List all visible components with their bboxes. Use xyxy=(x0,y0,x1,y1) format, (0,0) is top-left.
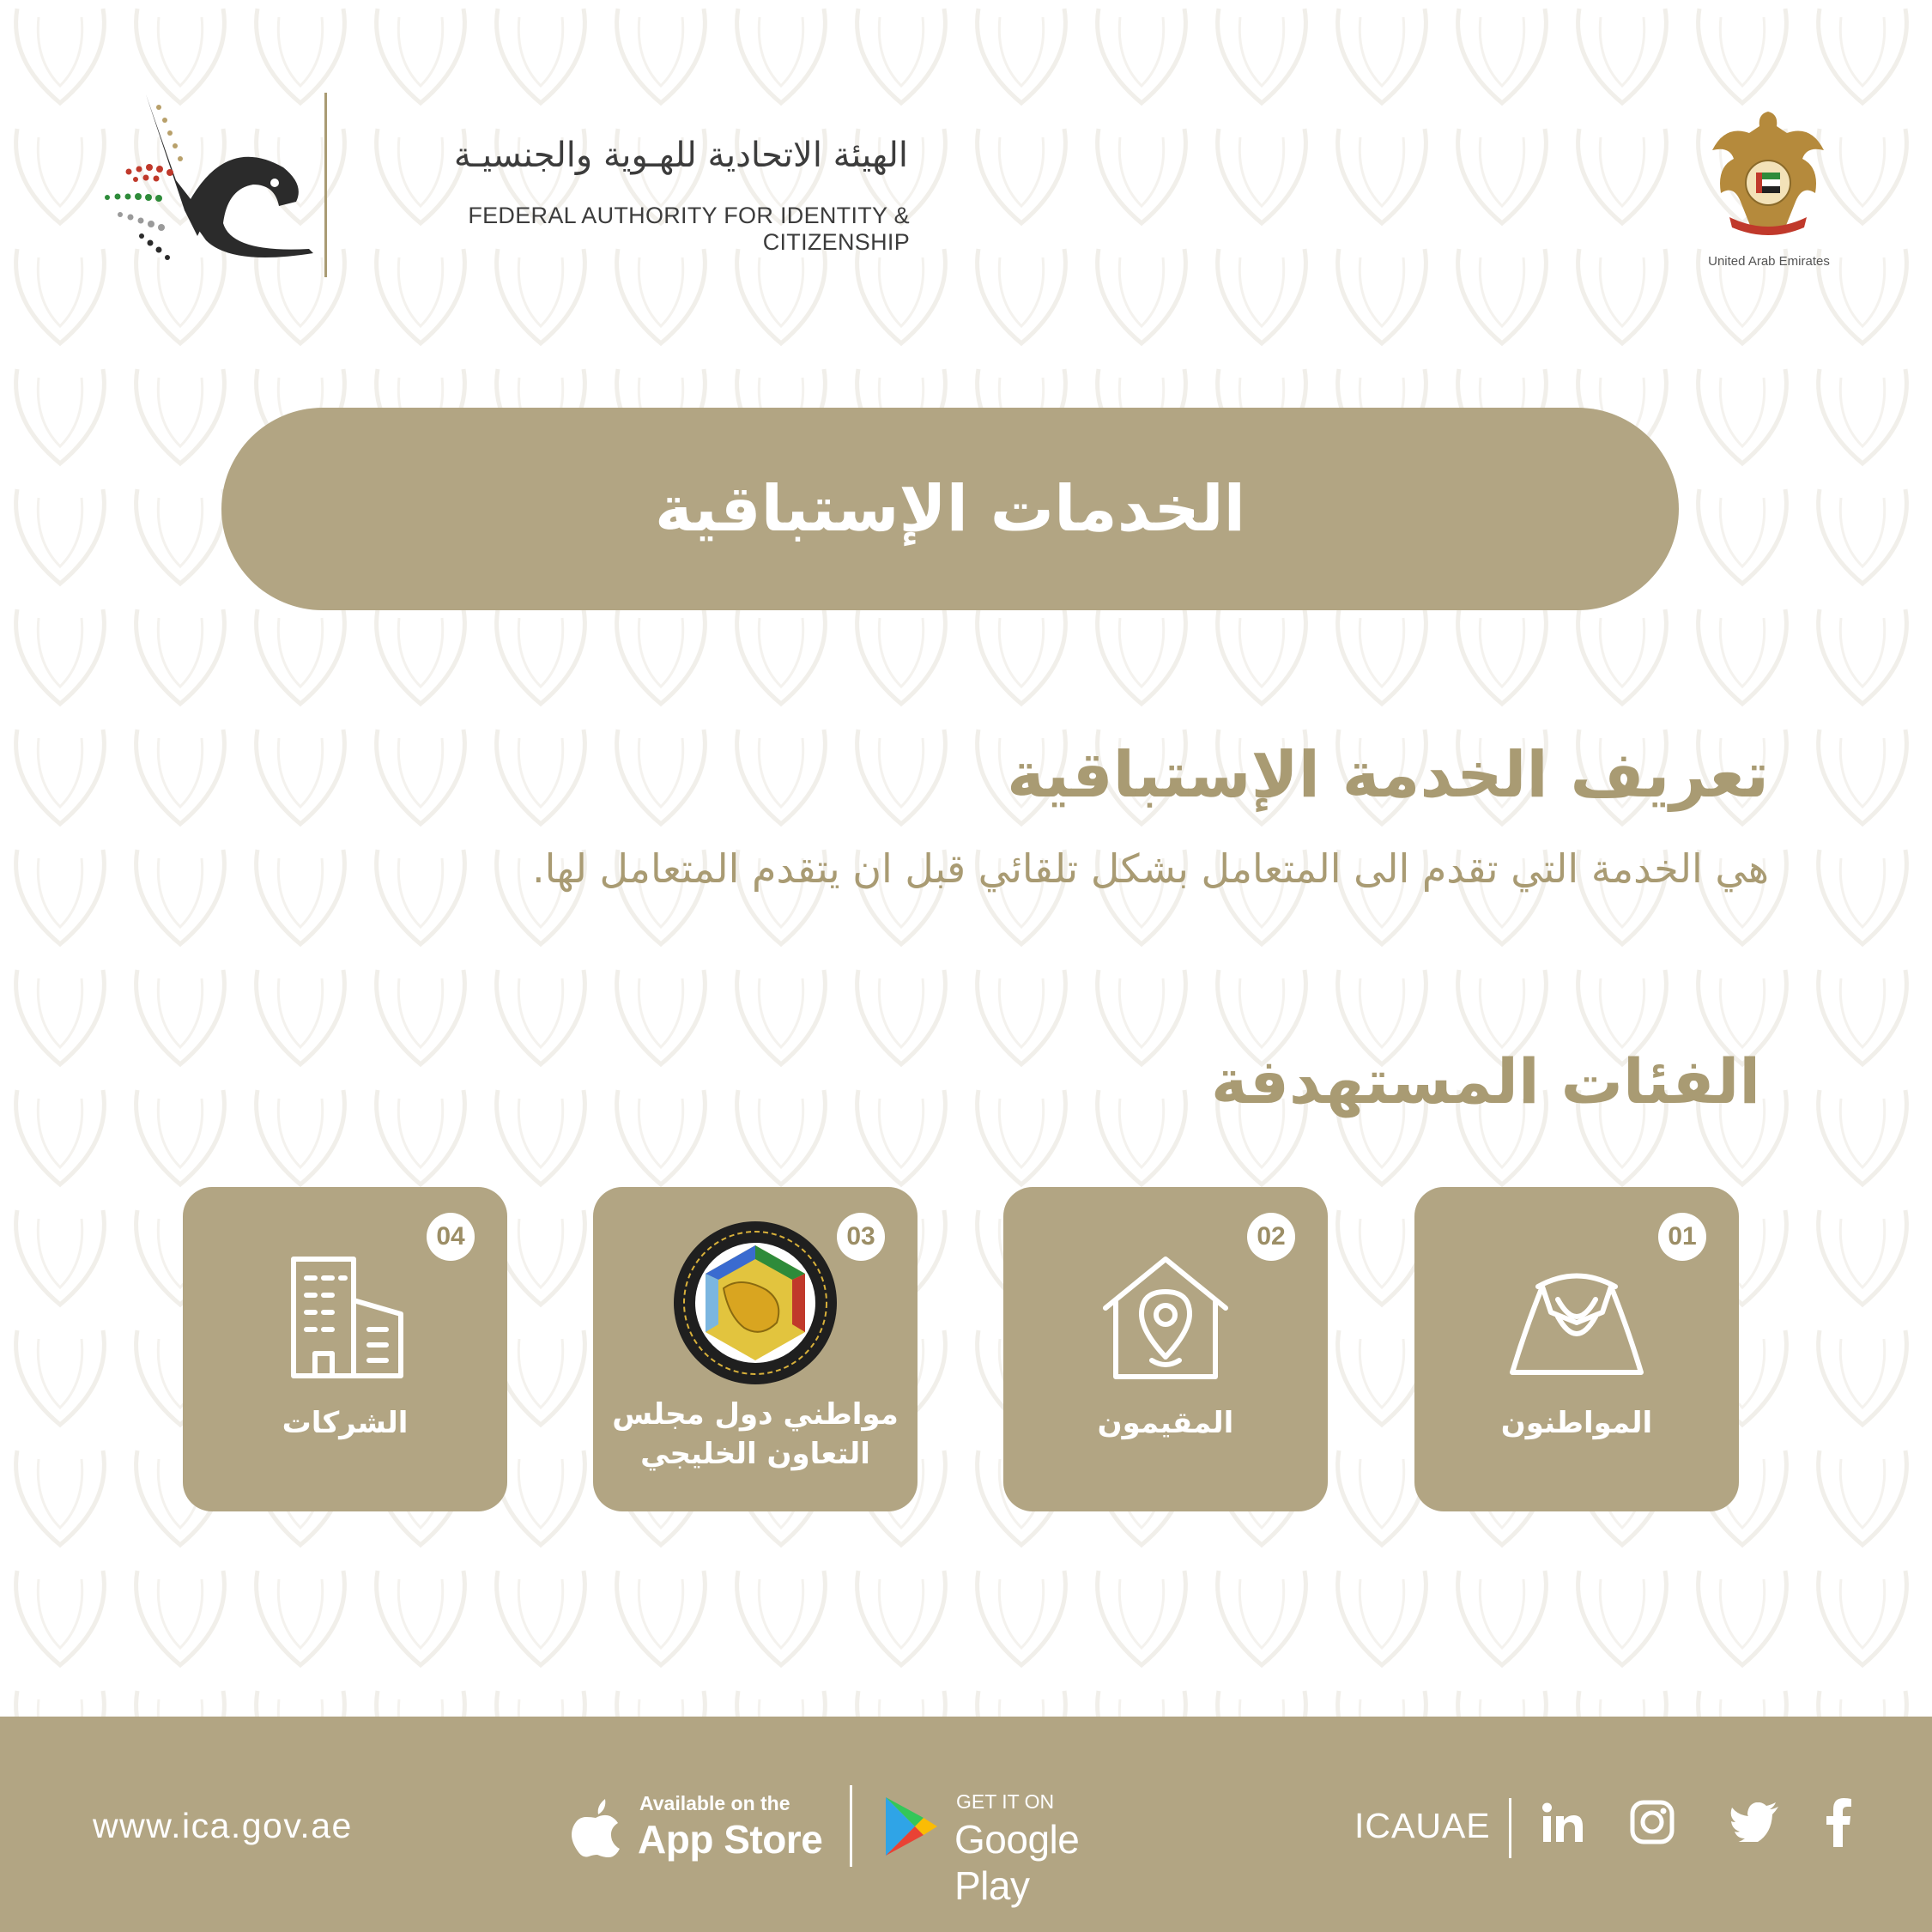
google-play-big-text: Google Play xyxy=(954,1817,1080,1908)
card-label: المواطنون xyxy=(1500,1406,1653,1440)
uae-emblem-caption: United Arab Emirates xyxy=(1708,254,1830,269)
org-name-arabic: الهيئة الاتحادية للهـوية والجنسيـة xyxy=(453,136,908,175)
card-number: 03 xyxy=(837,1213,885,1261)
social-handle: ICAUAE xyxy=(1354,1806,1491,1845)
card-number: 02 xyxy=(1247,1213,1295,1261)
uae-emblem-icon xyxy=(1708,107,1828,240)
ica-falcon-logo xyxy=(103,90,318,288)
card-label-line1: مواطني دول مجلس xyxy=(612,1397,899,1432)
apple-icon xyxy=(571,1799,621,1857)
page-title: الخدمات الإستباقية xyxy=(655,472,1245,546)
logo-divider xyxy=(324,93,327,277)
targets-heading: الفئات المستهدفة xyxy=(1211,1045,1760,1117)
footer-bar xyxy=(0,1717,1932,1932)
gcc-emblem-icon xyxy=(672,1220,839,1386)
footer-divider xyxy=(1509,1798,1511,1858)
app-store-small-text: Available on the xyxy=(639,1792,790,1814)
website-link[interactable]: www.ica.gov.ae xyxy=(93,1806,353,1845)
title-banner xyxy=(221,408,1679,610)
buildings-icon xyxy=(276,1252,414,1381)
card-companies xyxy=(183,1187,507,1511)
definition-heading: تعريف الخدمة الإستباقية xyxy=(1007,738,1769,812)
google-play-icon xyxy=(884,1796,939,1857)
card-label: المقيمون xyxy=(1097,1406,1234,1440)
card-label-line2: التعاون الخليجي xyxy=(640,1437,870,1471)
instagram-icon[interactable] xyxy=(1630,1800,1675,1844)
card-gcc-citizens xyxy=(593,1187,918,1511)
facebook-icon[interactable] xyxy=(1826,1797,1852,1847)
home-location-icon xyxy=(1097,1252,1234,1381)
footer-divider xyxy=(850,1785,852,1867)
app-store-big-text: App Store xyxy=(638,1817,823,1862)
google-play-badge[interactable] xyxy=(884,1790,1159,1908)
card-label: الشركات xyxy=(282,1406,409,1440)
google-play-small-text: GET IT ON xyxy=(956,1790,1055,1813)
card-residents xyxy=(1003,1187,1328,1511)
card-number: 01 xyxy=(1658,1213,1706,1261)
definition-text: هي الخدمة التي تقدم الى المتعامل بشكل تلقائي قبل ان يتقدم المتعامل لها. xyxy=(531,845,1769,892)
citizen-icon xyxy=(1508,1252,1645,1381)
org-name-english: FEDERAL AUTHORITY FOR IDENTITY & CITIZENSHIP xyxy=(468,203,910,255)
card-citizens xyxy=(1414,1187,1739,1511)
app-store-badge[interactable] xyxy=(571,1792,828,1869)
card-number: 04 xyxy=(427,1213,475,1261)
linkedin-icon[interactable] xyxy=(1541,1802,1584,1844)
twitter-icon[interactable] xyxy=(1730,1802,1778,1842)
